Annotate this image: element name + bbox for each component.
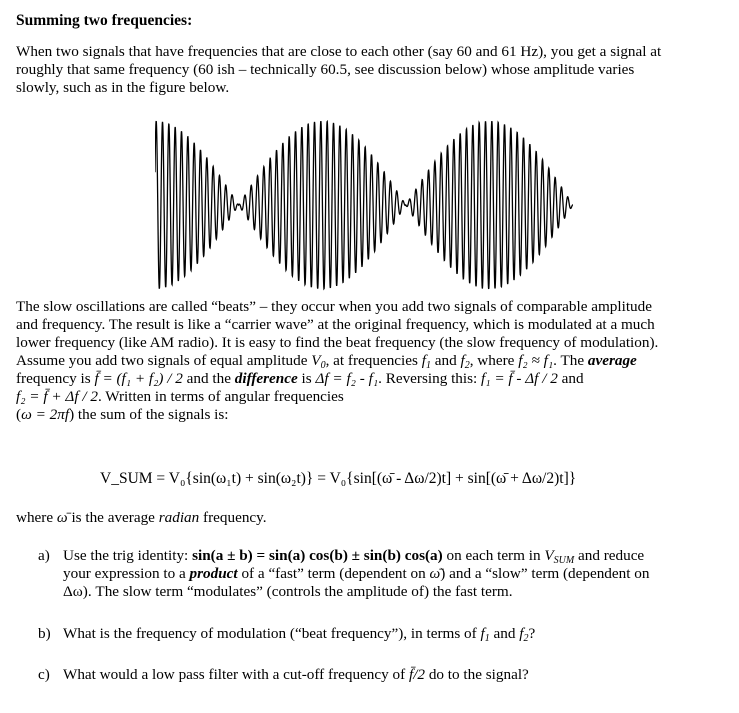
difference-definition: Δf = f₂ - f₁ xyxy=(315,370,379,387)
beats-explanation-paragraph xyxy=(16,298,728,424)
intro-paragraph xyxy=(16,43,728,97)
question-label: a) xyxy=(38,547,50,564)
text-span: and xyxy=(557,370,584,387)
text-span: frequency is xyxy=(16,370,95,387)
body-line xyxy=(16,370,728,388)
vsum-symbol: $V_{SUM}$ xyxy=(544,547,575,566)
body-line: and frequency. The result is like a “carrier wave” at the original frequency, which is modulated at a much xyxy=(16,316,655,333)
where-line: where ω̄ is the average radian frequency. xyxy=(16,509,267,526)
f1-symbol: $f_1$ xyxy=(480,625,490,644)
body-line xyxy=(16,352,728,370)
text-span: . Written in terms of angular frequencies xyxy=(97,388,344,405)
beat-waveform-figure xyxy=(155,118,573,292)
f1-inverse-expression: f₁ = f̄ - Δf / 2 xyxy=(481,370,558,387)
difference-emphasis: difference xyxy=(234,370,298,387)
body-line: The slow oscillations are called “beats” – they occur when you add two signals of comparable amplitude xyxy=(16,298,652,315)
average-definition: f̄ = (f₁ + f₂) / 2 xyxy=(94,370,183,387)
question-label: c) xyxy=(38,666,50,683)
radian-emphasis: radian xyxy=(158,509,200,526)
f2-symbol: $f_2$ xyxy=(460,352,470,371)
text-span: . The xyxy=(553,352,588,369)
sum-equation: V_SUM = V₀{sin(ω₁t) + sin(ω₂t)} = V₀{sin[(ω̄ - Δω/2)t] + sin[(ω̄ + Δω/2)t]} xyxy=(100,470,577,487)
omega-definition: ω = 2πf xyxy=(21,406,70,423)
approx-expression: f₂ ≈ f₁ xyxy=(518,352,554,369)
text-span: and xyxy=(430,352,461,369)
f2-symbol: $f_2$ xyxy=(519,625,529,644)
trig-identity: sin(a ± b) = sin(a) cos(b) ± sin(b) cos(a) xyxy=(192,547,443,564)
omega-bar-symbol: ω̄ xyxy=(429,565,441,582)
product-emphasis: product xyxy=(189,565,238,582)
intro-line: slowly, such as in the figure below. xyxy=(16,79,230,96)
question-text: What would a low pass filter with a cut-off frequency of f̄/2 do to the signal? xyxy=(63,666,529,683)
question-label: b) xyxy=(38,625,51,642)
f2-inverse-expression: f₂ = f̄ + Δf / 2 xyxy=(16,388,98,405)
text-span: and the xyxy=(182,370,235,387)
amplitude-symbol: $V_0$ xyxy=(311,352,326,371)
intro-line: When two signals that have frequencies that are close to each other (say 60 and 61 Hz), you get a signal at xyxy=(16,43,662,60)
body-line xyxy=(16,388,728,406)
question-text: Use the trig identity: sin(a ± b) = sin(a) cos(b) ± sin(b) cos(a) on each term in $V_{SUM}$ and reduce your expression to a product of a “fast” term (dependent on ω̄) and a “slow” term (dependent on Δω). The slow term “modulates” (controls the amplitude of) the fast term. xyxy=(63,547,650,600)
intro-line: roughly that same frequency (60 ish – technically 60.5, see discussion below) whose amplitude varies xyxy=(16,61,635,78)
average-emphasis: average xyxy=(587,352,637,369)
body-line: lower frequency (like AM radio). It is easy to find the beat frequency (the slow frequency of modulation). xyxy=(16,334,659,351)
half-average-frequency: f̄/2 xyxy=(408,666,426,683)
text-span: Assume you add two signals of equal amplitude xyxy=(16,352,312,369)
question-text: What is the frequency of modulation (“beat frequency”), in terms of $f_1$ and $f_2$? xyxy=(63,625,536,644)
text-span: , at frequencies xyxy=(325,352,422,369)
text-span: ( xyxy=(16,406,22,423)
text-span: ) the sum of the signals is: xyxy=(69,406,229,423)
text-span: . Reversing this: xyxy=(378,370,482,387)
section-heading: Summing two frequencies: xyxy=(16,12,193,29)
text-span: , where xyxy=(469,352,519,369)
f1-symbol: $f_1$ xyxy=(421,352,431,371)
body-line xyxy=(16,406,728,424)
text-span: is xyxy=(297,370,316,387)
beat-waveform-line xyxy=(155,121,573,289)
omega-bar-symbol: ω̄ xyxy=(56,509,68,526)
